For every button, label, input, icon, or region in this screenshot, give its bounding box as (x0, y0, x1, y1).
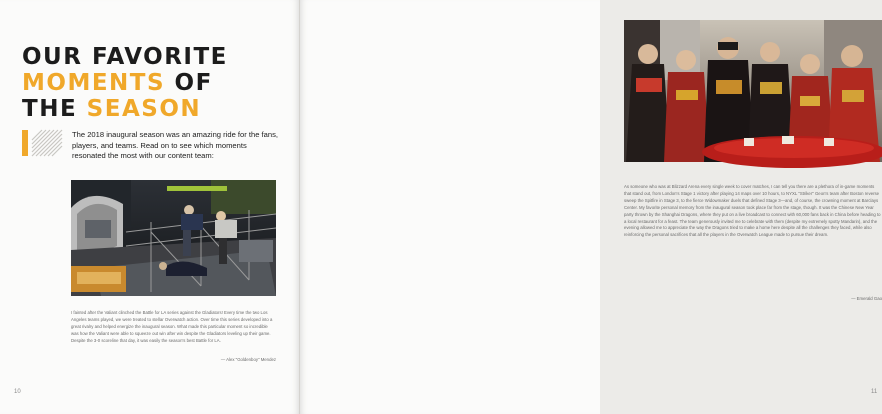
headline-line-1: OUR FAVORITE (22, 44, 228, 70)
right-page (300, 0, 882, 414)
intro-paragraph: The 2018 inaugural season was an amazing ride for the fans, players, and teams. Read on to see which moments resonated the most with our content team: (72, 130, 279, 160)
headline-line-2 (22, 70, 292, 96)
dinner-photo (624, 20, 882, 162)
stage-photo-illustration (71, 180, 276, 296)
left-page (0, 0, 299, 414)
page-number-right: 11 (871, 389, 878, 395)
hatch-pattern-icon (32, 130, 62, 156)
headline-line-3 (22, 96, 292, 122)
headline-of: OF (165, 70, 213, 96)
intro-decoration (22, 130, 62, 156)
dinner-photo-illustration (624, 20, 882, 162)
stage-photo (71, 180, 276, 296)
right-story-body: As someone who was at Blizzard Arena every single week to cover matches, I can tell you there are a plethora of in-game moments that stand out, from London's Stage 1 victory after playing 14 maps over 10 hours, to NYXL "Striker" Geon's team after Boston reverse sweep the Spitfire in Stage 3, to the fierce Widowmaker duels that defined Stage 3—and, of course, the crowning moment at Barclays Center. My favorite personal memory from the inaugural season took place far from the stage, though. It was the Chinese New Year party thrown by the Shanghai Dragons, where they put on a live broadcast to connect with 60,000 fans back in China before heading to a local restaurant for a feast. The team generously invited me to celebrate with them (despite my extremely spotty Mandarin), and the evening allowed me to appreciate the way the Dragons tried to make a home here despite all the challenges they faced, while also reinforcing the personal sacrifices that all the players in the Overwatch League made to pursue their dream. (624, 184, 881, 238)
headline-accent-moments: MOMENTS (22, 70, 166, 96)
right-story-signature: — Emerald Gao (851, 296, 882, 301)
headline (22, 44, 292, 122)
left-story-body: I fainted after the Valiant clinched the Battle for LA series against the Gladiators! Every time the two Los Angeles teams played, we were treated to stellar Overwatch action. Over time this series developed into a great rivalry and helped energize the inaugural season. What made this particular moment so incredible was how the Valiant were able to squeeze out win after win despite the Gladiators leveling up their game. Despite the 3-0 scoreline that day, it was easily the season's best Battle for LA. (71, 310, 273, 343)
headline-the: THE (22, 96, 87, 122)
left-story-signature: — Alex "Goldenboy" Mendez (220, 357, 276, 362)
headline-accent-season: SEASON (86, 96, 202, 122)
page-number-left: 10 (14, 389, 21, 395)
accent-bar (22, 130, 28, 156)
